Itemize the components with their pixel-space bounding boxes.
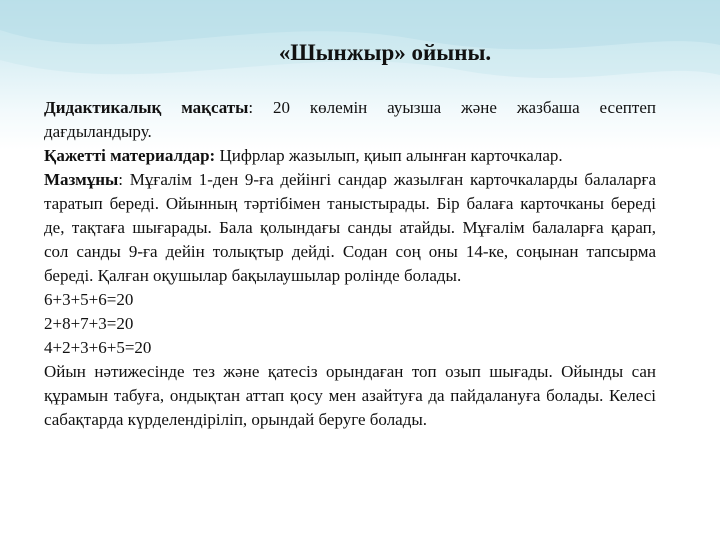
content-text: : Мұғалім 1-ден 9-ға дейінгі сандар жазылған карточкаларды балаларға таратып береді. Ойынның тәртібімен таныстырады. Бір балаға карточканы береді де, тақтаға шығарады. Бала қолындағы санды атайды. Мұғалім балаларға қарап, сол санды 9-ға дейін толықтыр дейді. Содан соң оны 14-ке, соңынан тапсырма береді. Қалған оқушылар бақылаушылар ролінде болады.: [44, 170, 656, 285]
materials-label: Қажетті материалдар:: [44, 146, 216, 165]
materials-text: Цифрлар жазылып, қиып алынған карточкалар.: [215, 146, 563, 165]
goal-text: : 20 көлемін ауызша және жазбаша есептеп дағдыландыру.: [44, 98, 656, 141]
conclusion-paragraph: Ойын нәтижесінде тез және қатесіз орындаған топ озып шығады. Ойынды сан құрамын табуға, ондықтан аттап қосу мен азайтуға да пайдалануға болады. Келесі сабақтарда күрделендіріліп, орындай беруге болады.: [44, 362, 656, 429]
goal-label: Дидактикалық мақсаты: [44, 98, 249, 117]
content-paragraph: [44, 168, 656, 288]
slide-content: [44, 96, 656, 432]
slide-title: «Шынжыр» ойыны.: [278, 40, 492, 65]
content-label: Мазмұны: [44, 170, 119, 189]
materials-paragraph: [44, 144, 656, 168]
example-line: 4+2+3+6+5=20: [44, 338, 152, 357]
example-line: 6+3+5+6=20: [44, 290, 134, 309]
goal-paragraph: [44, 96, 656, 144]
example-line: 2+8+7+3=20: [44, 314, 134, 333]
